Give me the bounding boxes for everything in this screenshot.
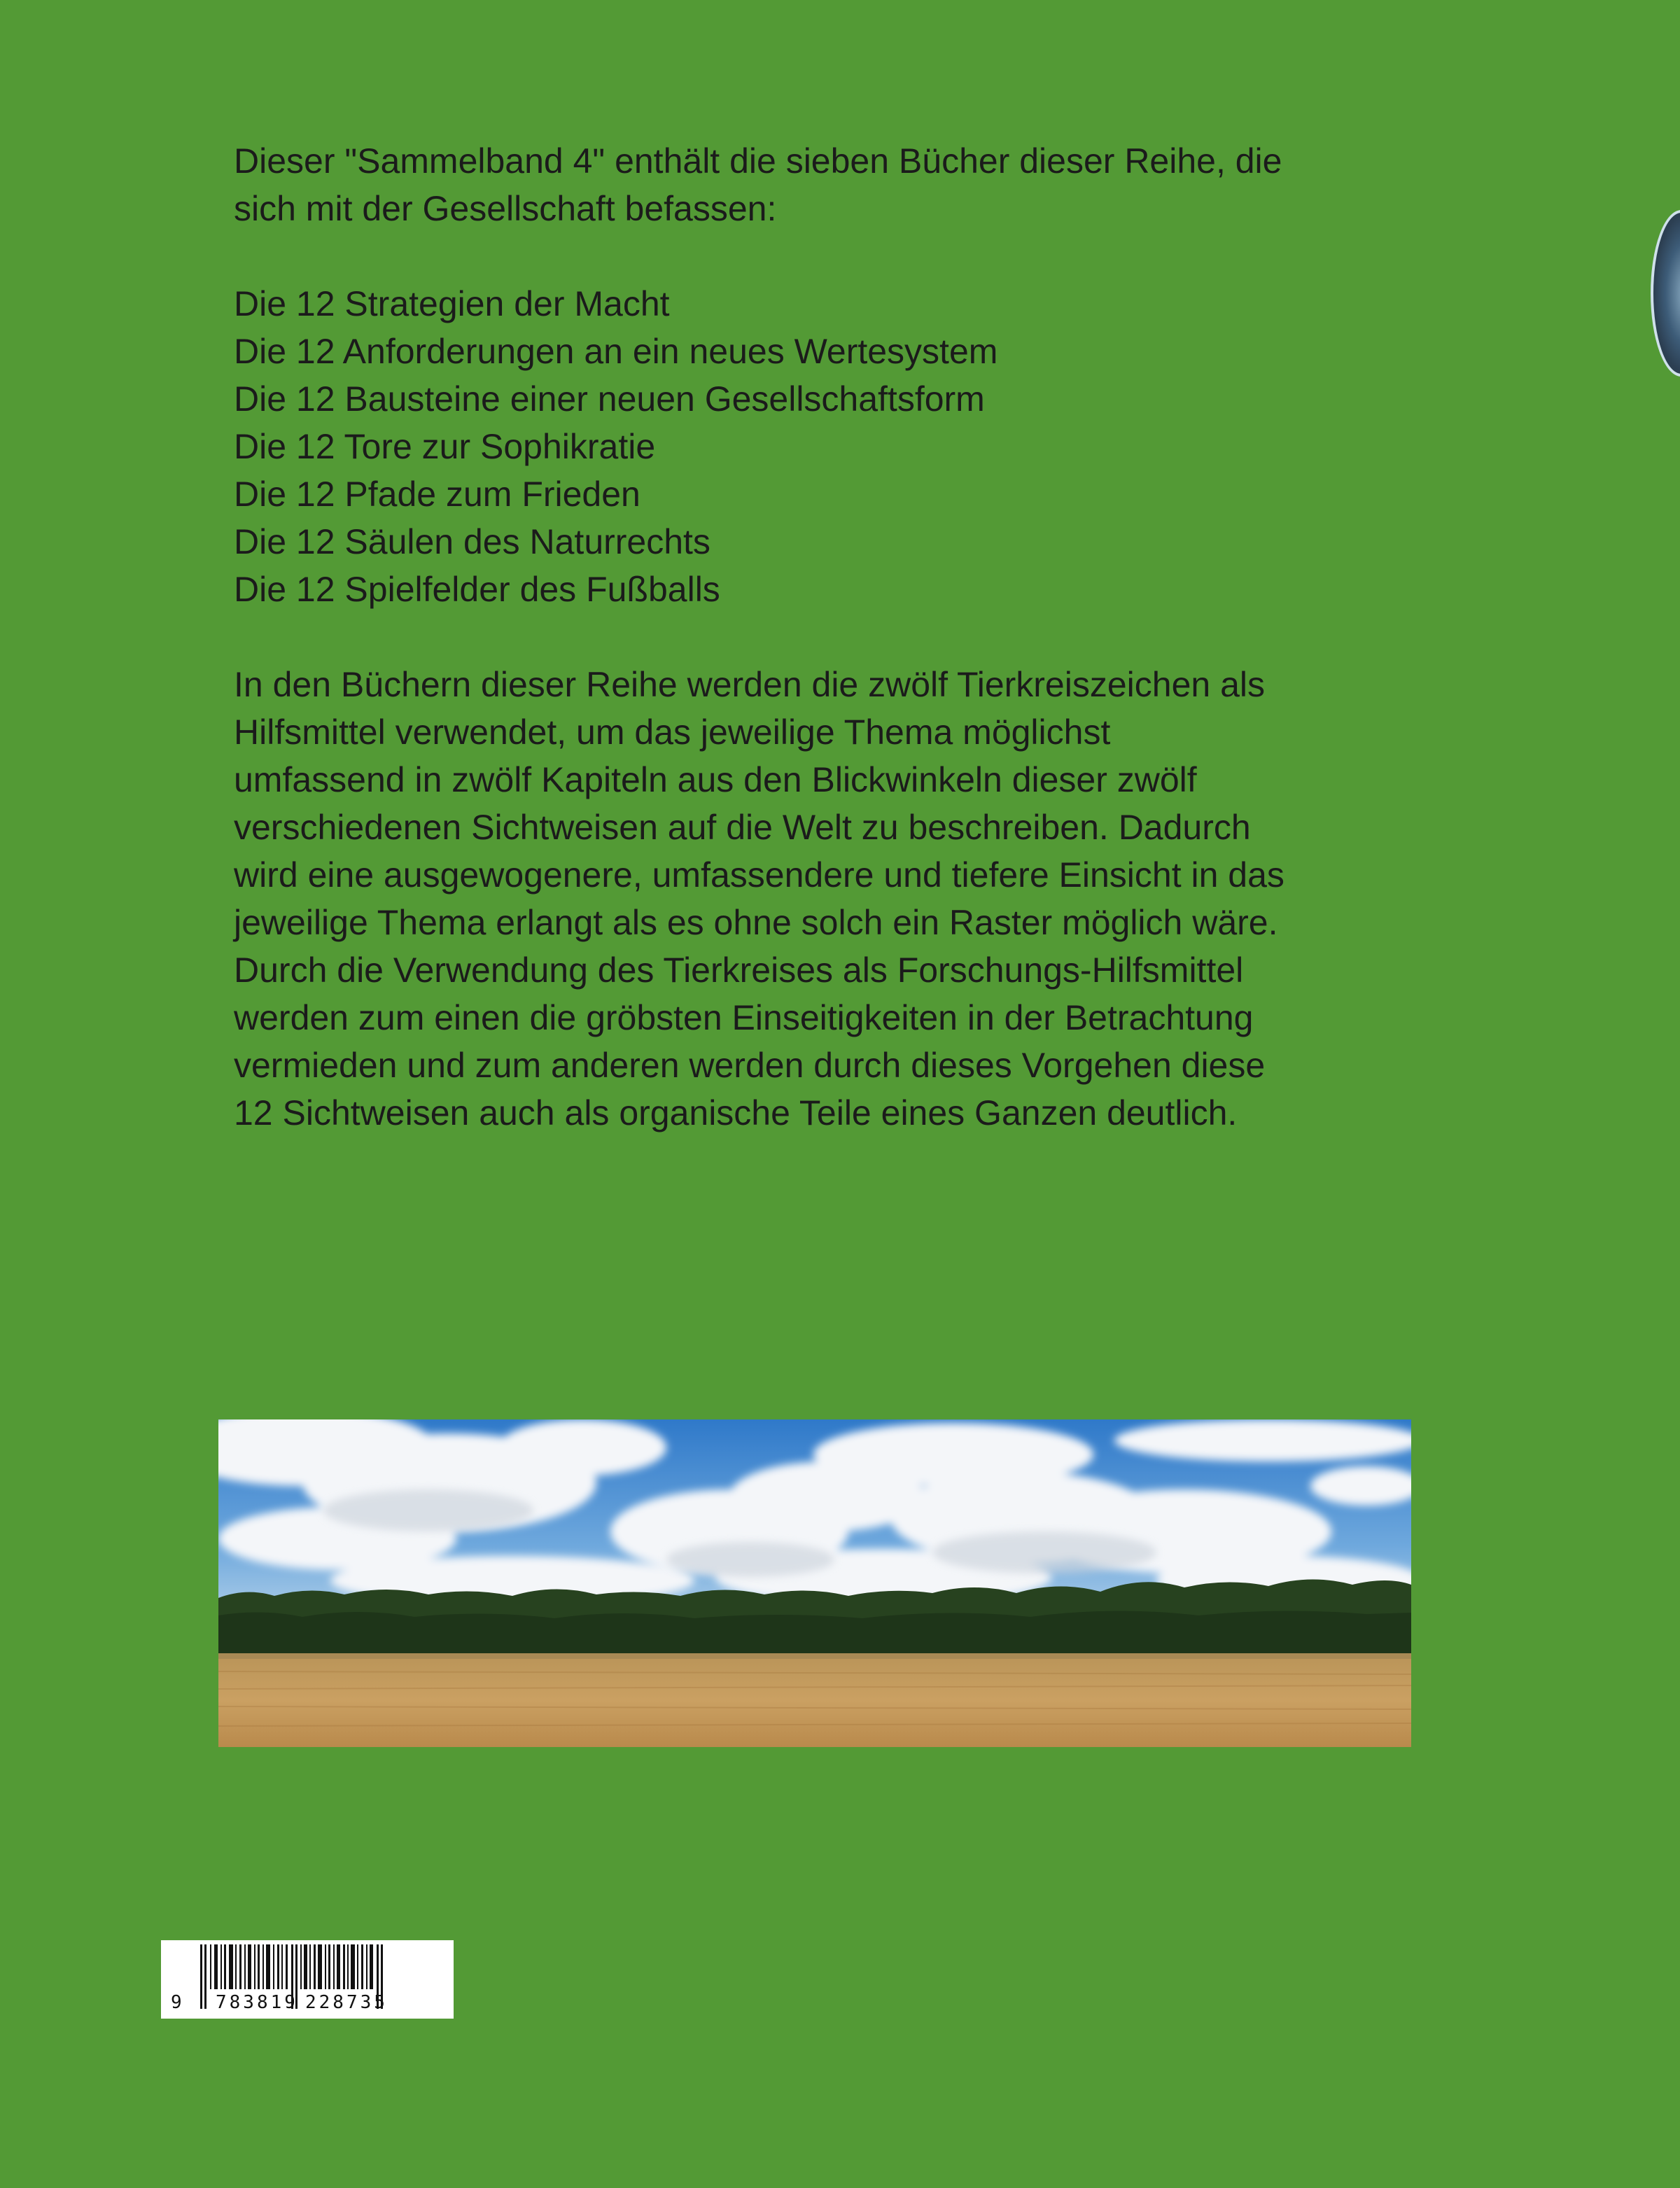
- description-line: werden zum einen die gröbsten Einseitigkeiten in der Betrachtung: [234, 998, 1254, 1037]
- description-line: umfassend in zwölf Kapiteln aus den Blickwinkeln dieser zwölf: [234, 760, 1197, 799]
- book-item: Die 12 Säulen des Naturrechts: [234, 522, 710, 561]
- barcode-digit-first: 9: [171, 1992, 185, 2013]
- isbn-barcode: [161, 1940, 454, 2019]
- book-item: Die 12 Anforderungen an ein neues Wertesystem: [234, 332, 998, 371]
- description-paragraph: [234, 661, 1424, 1137]
- description-line: Hilfsmittel verwendet, um das jeweilige Thema möglichst: [234, 713, 1111, 752]
- description-line: jeweilige Thema erlangt als es ohne solch ein Raster möglich wäre.: [234, 903, 1278, 942]
- barcode-digits-left: 783819: [216, 1992, 298, 2013]
- intro-line-2: sich mit der Gesellschaft befassen:: [234, 189, 777, 228]
- barcode-digits-right: 228735: [305, 1992, 388, 2013]
- book-item: Die 12 Bausteine einer neuen Gesellschaftsform: [234, 379, 985, 419]
- description-line: 12 Sichtweisen auch als organische Teile eines Ganzen deutlich.: [234, 1093, 1238, 1132]
- book-list: [234, 280, 1424, 613]
- book-item: Die 12 Spielfelder des Fußballs: [234, 570, 720, 609]
- description-line: verschiedenen Sichtweisen auf die Welt zu beschreiben. Dadurch: [234, 808, 1251, 847]
- edge-decoration: [1651, 210, 1680, 377]
- intro-line-1: Dieser "Sammelband 4" enthält die sieben Bücher dieser Reihe, die: [234, 141, 1282, 181]
- description-line: In den Büchern dieser Reihe werden die zwölf Tierkreiszeichen als: [234, 665, 1265, 704]
- book-item: Die 12 Pfade zum Frieden: [234, 475, 640, 514]
- back-cover-text: [234, 137, 1424, 1137]
- book-item: Die 12 Strategien der Macht: [234, 284, 670, 323]
- description-line: wird eine ausgewogenere, umfassendere und tiefere Einsicht in das: [234, 855, 1284, 895]
- description-line: Durch die Verwendung des Tierkreises als Forschungs-Hilfsmittel: [234, 951, 1244, 990]
- landscape-photo: [218, 1419, 1411, 1747]
- description-line: vermieden und zum anderen werden durch dieses Vorgehen diese: [234, 1046, 1266, 1085]
- book-item: Die 12 Tore zur Sophikratie: [234, 427, 656, 466]
